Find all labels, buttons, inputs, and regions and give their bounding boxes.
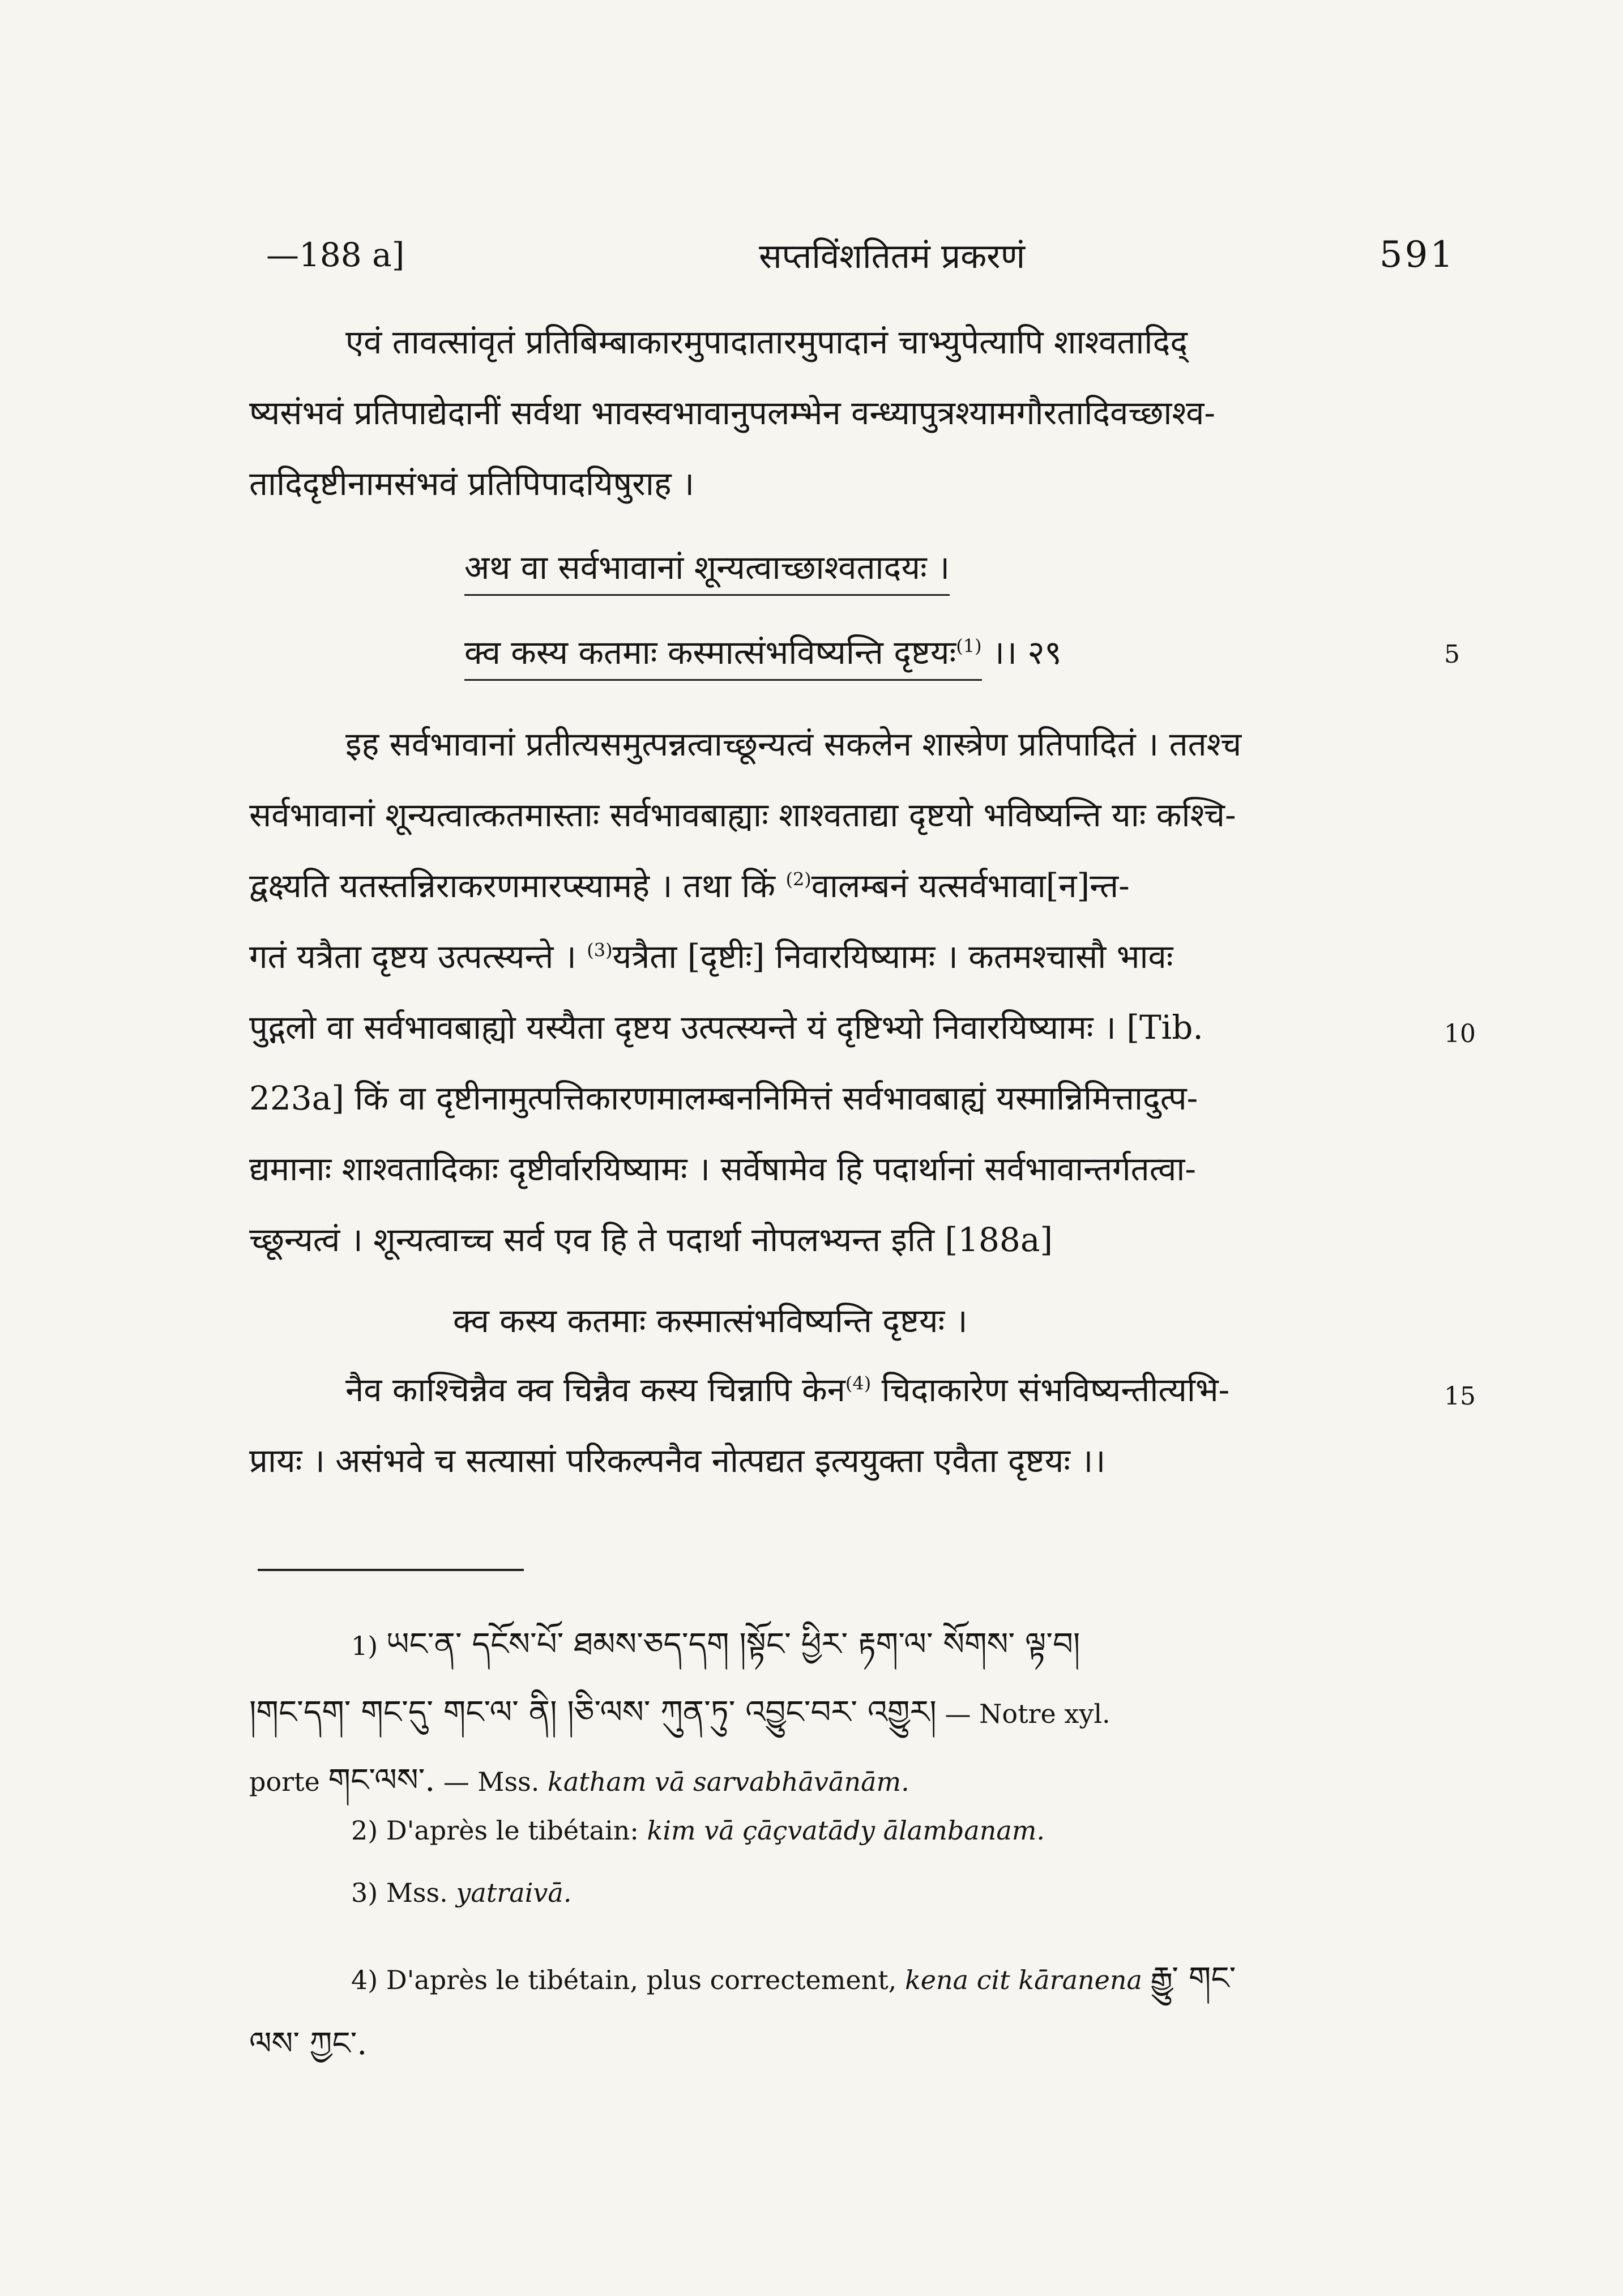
footnote-3 [249, 1877, 1461, 1908]
para2-line6: 223a] किं वा दृष्टीनामुत्पत्तिकारणमालम्बननिमित्तं सर्वभावबाह्यं यस्मान्निमित्तादुत्प- [249, 1079, 1198, 1117]
footnote-4-text: 4) D'après le tibétain, plus correctement, [351, 1965, 897, 1995]
footnote-2-text: 2) D'après le tibétain: [351, 1815, 639, 1846]
para2-line8: च्छून्यत्वं । शून्यत्वाच्च सर्व एव हि ते पदार्था नोपलभ्यन्त इति [188a] [249, 1220, 1053, 1259]
footnote-4-line2 [249, 2008, 1461, 2097]
para2-line4 [249, 937, 1461, 977]
footnote-1-tibetan-c: གང་ལས་. [328, 1762, 435, 1799]
footnote-1-reading: katham vā sarvabhāvānām. [548, 1766, 909, 1797]
para2-line3 [249, 867, 1461, 906]
footnote-1-tibetan-b: །གང་དག་ གང་དུ་ གང་ལ་ ནི། །ཅི་ལས་ ཀུན་ཏུ་ འབྱུང་བར་ འགྱུར། [249, 1694, 937, 1731]
para1-line3: तादिदृष्टीनामसंभवं प्रतिपिपादयिषुराह । [249, 464, 695, 503]
para1-line2: ष्यसंभवं प्रतिपाद्येदानीं सर्वथा भावस्वभावानुपलम्भेन वन्ध्यापुत्रश्यामगौरतादिवच्छाश्व- [249, 394, 1215, 432]
footnote-1-tibetan-a: ཡང་ན་ དངོས་པོ་ ཐམས་ཅད་དག །སྟོང་ ཕྱིར་ རྟག་ལ་ སོགས་ ལྟ་བ། [386, 1626, 1080, 1663]
para3-line1-head: नैव काश्चिन्नैव क्व चिन्नैव कस्य चिन्नापि केन [345, 1371, 845, 1409]
footnote-1-xyl: — Notre xyl. [945, 1698, 1111, 1729]
footnote-ref-4: (4) [845, 1372, 872, 1394]
footnote-1-porte: porte [249, 1766, 320, 1797]
para2-line1: इह सर्वभावानां प्रतीत्यसमुत्पन्नत्वाच्छून्यत्वं सकलेन शास्त्रेण प्रतिपादितं । ततश्च [345, 725, 1242, 763]
para3-line1 [249, 1371, 1461, 1410]
verse-line2 [464, 629, 1427, 681]
verse-line1 [464, 544, 1427, 596]
verse-repeat: क्व कस्य कतमाः कस्मात्संभविष्यन्ति दृष्टयः । [453, 1301, 968, 1340]
footnote-ref-2: (2) [785, 868, 812, 890]
footnote-2-reading: kim vā çāçvatādy ālambanam. [647, 1815, 1045, 1846]
margin-line-15: 15 [1444, 1382, 1476, 1411]
footnote-3-text: 3) Mss. [351, 1877, 448, 1908]
page-number: 591 [1379, 234, 1455, 276]
footnote-4-reading: kena cit kāranena [904, 1965, 1142, 1995]
footnote-rule [258, 1569, 524, 1571]
para2-line2: सर्वभावानां शून्यत्वात्कतमास्ताः सर्वभावबाह्याः शाश्वताद्या दृष्टयो भविष्यन्ति याः कश्चि- [249, 796, 1236, 834]
verse-number: ।। २९ [992, 633, 1062, 672]
running-header [266, 229, 1455, 280]
verse-line1-text: अथ वा सर्वभावानां शून्यत्वाच्छाश्वतादयः । [464, 544, 950, 596]
para1-line1: एवं तावत्सांवृतं प्रतिबिम्बाकारमुपादातारमुपादानं चाभ्युपेत्यापि शाश्वतादिद् [345, 323, 1188, 361]
para3-line1-tail: चिदाकारेण संभविष्यन्तीत्यभि- [881, 1371, 1230, 1409]
para2-line3-tail: वालम्बनं यत्सर्वभावा[न]न्त- [811, 867, 1130, 905]
chapter-title: सप्तविंशतितमं प्रकरणं [759, 237, 1026, 276]
para2-line3-head: द्वक्ष्यति यतस्तन्निराकरणमारप्स्यामहे । तथा किं [249, 867, 776, 905]
margin-line-5: 5 [1444, 640, 1460, 669]
footnote-ref-3: (3) [587, 939, 613, 961]
footnote-4-tibetan-a: རྒྱུ་ གང་ [1150, 1960, 1236, 1997]
footnote-4-tibetan-b: ལས་ ཀྱང་. [249, 2025, 368, 2062]
header-left-ref: —188 a] [266, 236, 405, 274]
para2-line4-head: गतं यत्रैता दृष्टय उत्पत्स्यन्ते । [249, 937, 576, 976]
verse-line2-text [464, 629, 982, 681]
footnote-3-reading: yatraivā. [456, 1877, 572, 1908]
para2-line4-tail: यत्रैता [दृष्टीः] निवारयिष्यामः । कतमश्चासौ भावः [612, 937, 1173, 976]
footnote-ref-1: (1) [956, 635, 982, 657]
margin-line-10: 10 [1444, 1019, 1476, 1048]
footnote-2 [249, 1815, 1461, 1846]
verse-line2-body: क्व कस्य कतमाः कस्मात्संभविष्यन्ति दृष्टयः [464, 633, 956, 672]
para2-line7: द्यमानाः शाश्वतादिकाः दृष्टीर्वारयिष्यामः । सर्वेषामेव हि पदार्थानां सर्वभावान्तर्गतत्वा- [249, 1150, 1196, 1188]
para3-line2: प्रायः । असंभवे च सत्यासां परिकल्पनैव नोत्पद्यत इत्ययुक्ता एवैता दृष्टयः ।। [249, 1441, 1106, 1480]
footnote-1-mss: — Mss. [443, 1766, 540, 1797]
para2-line5: पुद्गलो वा सर्वभावबाह्यो यस्यैता दृष्टय उत्पत्स्यन्ते यं दृष्टिभ्यो निवारयिष्यामः । [Tib. [249, 1008, 1203, 1047]
footnote-1-number: 1) [351, 1631, 378, 1661]
